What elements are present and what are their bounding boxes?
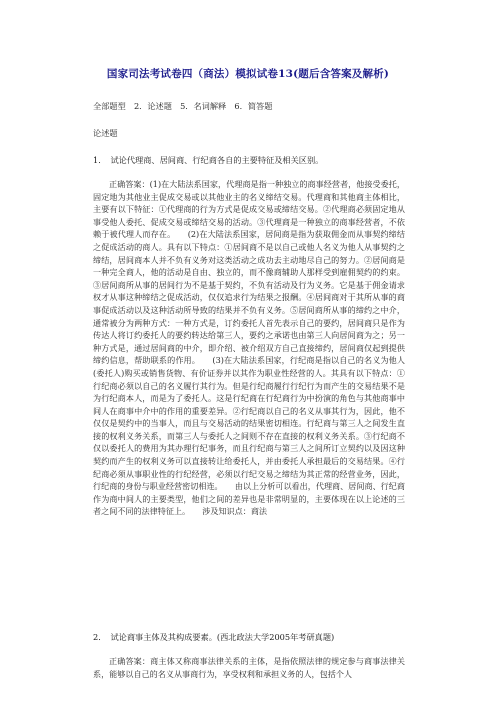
answer-1 xyxy=(93,178,405,518)
answer-2 xyxy=(93,655,405,680)
question-types-line: 全部题型 2．论述题 5．名词解释 6．简答题 xyxy=(93,101,273,111)
answer-2-text: 正确答案：商主体又称商事法律关系的主体，是指依照法律的规定参与商事法律关系，能够以自己的名义从事商行为，享受权利和承担义务的人，包括个人 xyxy=(93,656,405,679)
document-title: 国家司法考试卷四（商法）模拟试卷13(题后含答案及解析) xyxy=(106,68,390,80)
question-2: 2． 试论商事主体及其构成要素。(西北政法大学2005年考研真题) xyxy=(93,632,335,642)
section-label: 论述题 xyxy=(93,128,118,138)
question-1: 1． 试论代理商、居间商、行纪商各自的主要特征及相关区别。 xyxy=(93,155,324,165)
answer-1-text: 正确答案：(1)在大陆法系国家，代理商是指一种独立的商事经营者，他接受委托，固定地为其他业主促成交易或以其他业主的名义缔结交易。代理商和其他商主体相比，主要有以下特征：①代理商的行为方式是促成交易或缔结交易。②代理商必须固定地从事受他人委托、促成交易或缔结交易的活动。③代理商是一种独立的商事经营者，不依赖于被代理人而存在。 (2)在大陆法系国家，居间商是指为获取佣金而从事契约缔结之促成活动的商人。具有以下特点：①居间商不是以自己或他人名义为他人从事契约之缔结，居间商本人并不负有义务对这类活动之成功去主动地尽自己的努力。②居间商是一种完全商人，他的活动是自由、独立的，而不像商辅助人那样受到雇佣契约的约束。③居间商所从事的居间行为不是基于契约，不负有活动及行为义务。它是基于佣金请求权才从事这种缔结之促成活动，仅仅追求行为结果之报酬。④居间商对于其所从事的商事促成活动以及这种活动所导致的结果并不负有义务。⑤居间商所从事的缔约之中介，通常被分为两种方式：一种方式是，订约委托人首先表示自己的要约，居间商只是作为传达人将订约委托人的要约转达给第三人，要约之承诺也由第三人向居间商为之；另一种方式是，通过居间商的中介，即介绍、被介绍双方自己直接缔约，居间商仅起到提供缔约信息，帮助联系的作用。 (3)在大陆法系国家，行纪商是指以自己的名义为他人(委托人)购买或销售货物、有价证券并以其作为职业性经营的人。其具有以下特点：①行纪商必须以自己的名义履行其行为。但是行纪商履行行纪行为而产生的交易结果不是为行纪商本人，而是为了委托人。这是行纪商在行纪商行为中扮演的角色与其他商事中间人在商事中介中的作用的重要差异。②行纪商以自己的名义从事其行为，因此，他不仅仅是契约中的当事人，而且与交易活动的结果密切相连。行纪商与第三人之间发生直接的权利义务关系，而第三人与委托人之间则不存在直接的权利义务关系。③行纪商不仅以委托人的费用为其办理行纪事务，而且行纪商与第三人之间所订立契约以及因这种契约而产生的权利义务可以直接转让给委托人，并由委托人承担最后的交易结果。④行纪商必须从事职业性的行纪经营，必须以行纪交易之缔结为其正常的经营业务，因此，行纪商的身份与职业经营密切相连。 由以上分析可以看出，代理商、居间商、行纪商作为商中间人的主要类型，他们之间的差异也是非常明显的，主要体现在以上论述的三者之间不同的法律特征上。 涉及知识点：商法 xyxy=(93,179,405,517)
